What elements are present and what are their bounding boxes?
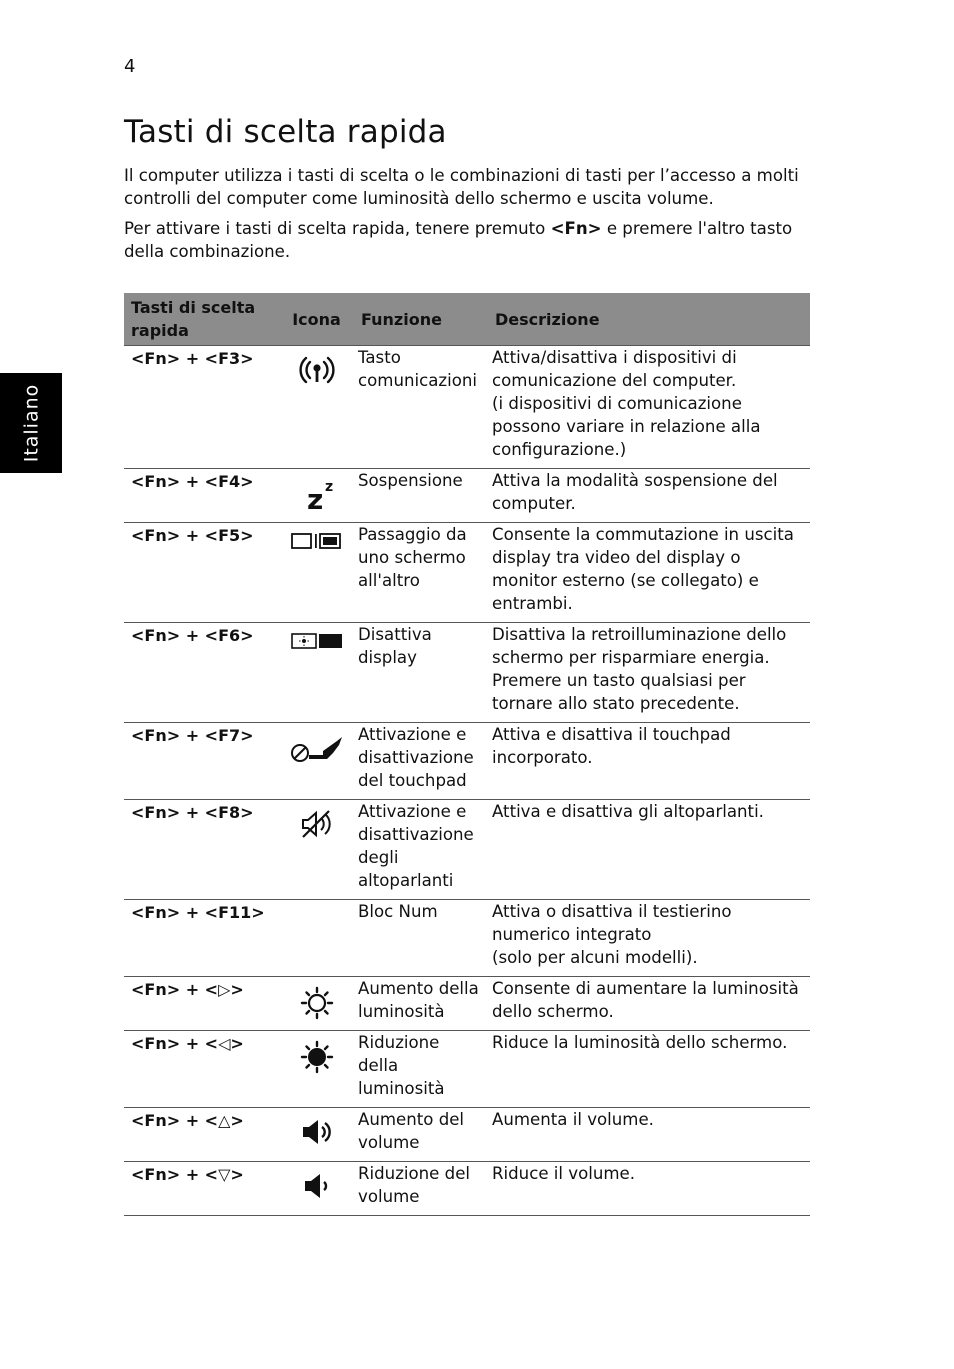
hotkey-combo: <Fn> + <F8> bbox=[124, 800, 279, 900]
hotkey-function: Riduzione del volume bbox=[354, 1162, 488, 1216]
table-row bbox=[124, 623, 810, 723]
description-line: Consente la commutazione in uscita display tra video del display o monitor esterno (se collegato) e entrambi. bbox=[492, 525, 794, 613]
hotkey-function: Attivazione e disattivazione degli altoparlanti bbox=[354, 800, 488, 900]
hotkey-description bbox=[488, 469, 810, 523]
hotkey-icon-cell bbox=[279, 469, 354, 523]
hotkey-icon-cell bbox=[279, 977, 354, 1031]
table-row bbox=[124, 1162, 810, 1216]
hotkey-description bbox=[488, 800, 810, 900]
hotkey-combo: <Fn> + <◁> bbox=[124, 1031, 279, 1108]
description-line: Aumenta il volume. bbox=[492, 1110, 654, 1129]
display-off-icon bbox=[289, 636, 345, 655]
fn-key-label: <Fn> bbox=[550, 219, 602, 238]
hotkey-combo: <Fn> + <F6> bbox=[124, 623, 279, 723]
table-row bbox=[124, 723, 810, 800]
table-row bbox=[124, 977, 810, 1031]
display-toggle-icon bbox=[289, 536, 345, 555]
table-row bbox=[124, 523, 810, 623]
hotkey-icon-cell bbox=[279, 900, 354, 977]
description-line: Consente di aumentare la luminosità dello schermo. bbox=[492, 979, 799, 1021]
hotkey-description bbox=[488, 1031, 810, 1108]
hotkey-table bbox=[124, 293, 810, 1216]
page-number: 4 bbox=[124, 56, 136, 77]
hotkey-function: Sospensione bbox=[354, 469, 488, 523]
description-line: Riduce il volume. bbox=[492, 1164, 636, 1183]
header-description: Descrizione bbox=[488, 293, 810, 346]
header-keys: Tasti di scelta rapida bbox=[124, 293, 279, 346]
hotkey-combo: <Fn> + <△> bbox=[124, 1108, 279, 1162]
hotkey-description bbox=[488, 523, 810, 623]
hotkey-icon-cell bbox=[279, 800, 354, 900]
hotkey-description bbox=[488, 346, 810, 469]
brightness-down-icon bbox=[299, 1060, 335, 1079]
intro-paragraph: Il computer utilizza i tasti di scelta o le combinazioni di tasti per l’accesso a molti controlli del computer come luminosità dello schermo e uscita volume. bbox=[124, 166, 799, 208]
instruction-before: Per attivare i tasti di scelta rapida, tenere premuto bbox=[124, 219, 551, 238]
svg-text:z: z bbox=[306, 483, 323, 513]
hotkey-description bbox=[488, 723, 810, 800]
hotkey-function: Aumento del volume bbox=[354, 1108, 488, 1162]
hotkey-icon-cell bbox=[279, 1108, 354, 1162]
hotkey-combo: <Fn> + <F5> bbox=[124, 523, 279, 623]
description-line: Riduce la luminosità dello schermo. bbox=[492, 1033, 788, 1052]
description-line: Attiva/disattiva i dispositivi di comunicazione del computer. bbox=[492, 348, 737, 390]
description-line: Attiva o disattiva il testierino numerico integrato bbox=[492, 902, 732, 944]
hotkey-combo: <Fn> + <F11> bbox=[124, 900, 279, 977]
description-line: (solo per alcuni modelli). bbox=[492, 948, 698, 967]
hotkey-function: Attivazione e disattivazione del touchpad bbox=[354, 723, 488, 800]
hotkey-icon-cell bbox=[279, 1031, 354, 1108]
hotkey-icon-cell bbox=[279, 1162, 354, 1216]
volume-up-icon bbox=[297, 1133, 337, 1152]
hotkey-description bbox=[488, 977, 810, 1031]
description-line: Attiva e disattiva il touchpad incorporato. bbox=[492, 725, 731, 767]
hotkey-description bbox=[488, 900, 810, 977]
svg-text:z: z bbox=[324, 479, 333, 495]
page-title: Tasti di scelta rapida bbox=[124, 114, 447, 150]
hotkey-description bbox=[488, 1162, 810, 1216]
header-icon: Icona bbox=[279, 293, 354, 346]
language-label: Italiano bbox=[20, 383, 43, 463]
hotkey-function: Tasto comunicazioni bbox=[354, 346, 488, 469]
table-row bbox=[124, 1031, 810, 1108]
hotkey-function: Disattiva display bbox=[354, 623, 488, 723]
sleep-zz-icon bbox=[297, 479, 337, 517]
hotkey-function: Aumento della luminosità bbox=[354, 977, 488, 1031]
instruction-after: e premere l'altro tasto della combinazione. bbox=[124, 219, 793, 261]
hotkey-function: Passaggio da uno schermo all'altro bbox=[354, 523, 488, 623]
hotkey-combo: <Fn> + <F4> bbox=[124, 469, 279, 523]
table-row bbox=[124, 800, 810, 900]
instruction-paragraph bbox=[124, 217, 814, 263]
description-line: Attiva la modalità sospensione del computer. bbox=[492, 471, 778, 513]
hotkey-combo: <Fn> + <F3> bbox=[124, 346, 279, 469]
hotkey-description bbox=[488, 1108, 810, 1162]
table-row bbox=[124, 469, 810, 523]
description-line: Attiva e disattiva gli altoparlanti. bbox=[492, 802, 764, 821]
table-row bbox=[124, 1108, 810, 1162]
table-header-row bbox=[124, 293, 810, 346]
language-side-tab bbox=[0, 373, 62, 473]
header-function: Funzione bbox=[354, 293, 488, 346]
table-row bbox=[124, 900, 810, 977]
hotkey-icon-cell bbox=[279, 523, 354, 623]
description-line: Disattiva la retroilluminazione dello schermo per risparmiare energia. Premere un tasto qualsiasi per tornare allo stato precedente. bbox=[492, 625, 787, 713]
hotkey-combo: <Fn> + <▽> bbox=[124, 1162, 279, 1216]
hotkey-combo: <Fn> + <F7> bbox=[124, 723, 279, 800]
hotkey-icon-cell bbox=[279, 723, 354, 800]
hotkey-description bbox=[488, 623, 810, 723]
table-row bbox=[124, 346, 810, 469]
speaker-mute-icon bbox=[297, 825, 337, 844]
wireless-communication-icon bbox=[297, 371, 337, 390]
hotkey-combo: <Fn> + <▷> bbox=[124, 977, 279, 1031]
hotkey-icon-cell bbox=[279, 623, 354, 723]
brightness-up-icon bbox=[299, 1006, 335, 1025]
volume-down-icon bbox=[297, 1187, 337, 1206]
touchpad-toggle-icon bbox=[289, 750, 345, 769]
hotkey-function: Riduzione della luminosità bbox=[354, 1031, 488, 1108]
hotkey-function: Bloc Num bbox=[354, 900, 488, 977]
hotkey-icon-cell bbox=[279, 346, 354, 469]
description-line: (i dispositivi di comunicazione possono variare in relazione alla configurazione.) bbox=[492, 394, 761, 459]
